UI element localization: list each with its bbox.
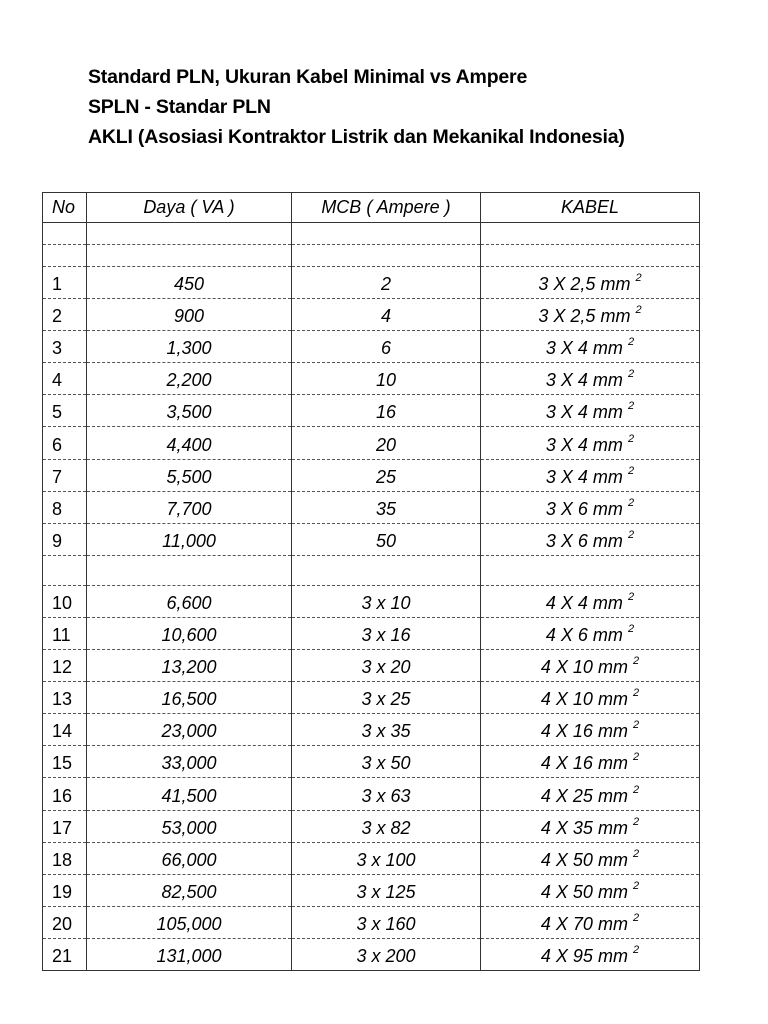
cell-daya-text: 11,000	[162, 530, 216, 551]
table-row	[43, 523, 700, 555]
unit-superscript: 2	[627, 400, 635, 413]
cell-no	[43, 810, 87, 842]
cell-daya	[87, 714, 292, 746]
empty-cell	[87, 555, 292, 585]
cell-no	[43, 459, 87, 491]
cell-no-text: 19	[52, 881, 73, 902]
header-no: No	[43, 193, 87, 223]
cell-daya	[87, 459, 292, 491]
empty-cell	[481, 245, 700, 267]
cell-no	[43, 491, 87, 523]
table-spacer-row	[43, 245, 700, 267]
cell-no-text: 1	[52, 274, 63, 295]
title-line-3: AKLI (Asosiasi Kontraktor Listrik dan Mekanikal Indonesia)	[88, 126, 625, 148]
table-row	[43, 874, 700, 906]
cell-no-text: 3	[52, 338, 63, 359]
table-row	[43, 842, 700, 874]
cell-mcb	[292, 682, 481, 714]
cell-no	[43, 714, 87, 746]
cell-kabel-text: 3 X 2,5 mm	[538, 274, 631, 295]
cell-no-text: 8	[52, 498, 63, 519]
cell-no-text: 6	[52, 434, 63, 455]
cell-daya-text: 10,600	[161, 625, 217, 646]
cell-mcb	[292, 842, 481, 874]
cell-mcb	[292, 267, 481, 299]
cell-daya	[87, 746, 292, 778]
unit-superscript: 2	[627, 528, 635, 541]
unit-superscript: 2	[635, 272, 642, 285]
cell-mcb	[292, 746, 481, 778]
cell-kabel-text: 4 X 10 mm	[540, 657, 628, 678]
table-row	[43, 299, 700, 331]
empty-cell	[87, 245, 292, 267]
empty-cell	[481, 555, 700, 585]
table-spacer-row	[43, 555, 700, 585]
cell-mcb	[292, 778, 481, 810]
cell-no-text: 16	[52, 785, 73, 806]
table-row	[43, 938, 700, 970]
cell-mcb	[292, 810, 481, 842]
empty-cell	[43, 245, 87, 267]
cell-no	[43, 842, 87, 874]
empty-cell	[292, 223, 481, 245]
cell-kabel-text: 4 X 95 mm	[540, 945, 628, 966]
cell-kabel	[481, 491, 700, 523]
empty-cell	[481, 223, 700, 245]
cell-mcb-text: 3 x 20	[361, 657, 411, 678]
cell-kabel-text: 3 X 6 mm	[545, 498, 623, 519]
cell-kabel-text: 4 X 6 mm	[545, 625, 623, 646]
cell-no	[43, 585, 87, 617]
cell-kabel	[481, 778, 700, 810]
cell-no-text: 5	[52, 402, 63, 423]
unit-superscript: 2	[632, 783, 640, 796]
cell-kabel-text: 3 X 6 mm	[545, 530, 623, 551]
cell-mcb	[292, 427, 481, 459]
cell-mcb	[292, 906, 481, 938]
cell-daya-text: 4,400	[166, 434, 212, 455]
cell-mcb	[292, 523, 481, 555]
table-row	[43, 267, 700, 299]
cell-daya-text: 23,000	[161, 721, 217, 742]
cell-daya	[87, 938, 292, 970]
unit-superscript: 2	[632, 655, 640, 668]
empty-cell	[43, 223, 87, 245]
table-row	[43, 491, 700, 523]
cell-mcb-text: 3 x 160	[356, 913, 416, 934]
cell-kabel	[481, 585, 700, 617]
cell-no	[43, 523, 87, 555]
table-row	[43, 585, 700, 617]
cell-no	[43, 617, 87, 649]
cell-kabel-text: 4 X 4 mm	[545, 592, 623, 613]
cable-size-table	[42, 192, 700, 971]
cell-daya-text: 5,500	[166, 466, 212, 487]
cell-no-text: 13	[52, 689, 73, 710]
cell-mcb	[292, 874, 481, 906]
table-row	[43, 331, 700, 363]
cell-kabel	[481, 427, 700, 459]
unit-superscript: 2	[627, 432, 635, 445]
empty-cell	[87, 223, 292, 245]
cell-daya-text: 2,200	[166, 370, 212, 391]
cell-mcb-text: 35	[375, 498, 397, 519]
unit-superscript: 2	[627, 496, 635, 509]
unit-superscript: 2	[632, 751, 640, 764]
empty-cell	[292, 245, 481, 267]
cell-mcb-text: 4	[380, 306, 391, 327]
cell-daya	[87, 778, 292, 810]
cell-kabel-text: 3 X 4 mm	[545, 338, 623, 359]
cell-no	[43, 363, 87, 395]
cell-no	[43, 395, 87, 427]
table-row	[43, 650, 700, 682]
empty-cell	[43, 555, 87, 585]
cell-daya-text: 7,700	[166, 498, 212, 519]
header-mcb: MCB ( Ampere )	[292, 193, 481, 223]
cell-daya	[87, 267, 292, 299]
cell-mcb	[292, 617, 481, 649]
cell-kabel	[481, 267, 700, 299]
unit-superscript: 2	[632, 719, 640, 732]
cell-mcb-text: 10	[375, 370, 397, 391]
cell-daya-text: 66,000	[161, 849, 217, 870]
cell-kabel	[481, 842, 700, 874]
cell-kabel-text: 4 X 35 mm	[540, 817, 628, 838]
cell-daya	[87, 491, 292, 523]
cell-no	[43, 938, 87, 970]
unit-superscript: 2	[627, 336, 635, 349]
document-titles	[88, 62, 625, 152]
unit-superscript: 2	[632, 943, 640, 956]
cell-daya	[87, 585, 292, 617]
cell-daya	[87, 617, 292, 649]
unit-superscript: 2	[632, 911, 640, 924]
cell-daya-text: 53,000	[161, 817, 217, 838]
cell-daya	[87, 650, 292, 682]
table-row	[43, 617, 700, 649]
cell-kabel	[481, 617, 700, 649]
cell-daya-text: 16,500	[161, 689, 217, 710]
cell-kabel	[481, 682, 700, 714]
cell-kabel-text: 4 X 50 mm	[540, 849, 628, 870]
cell-no-text: 20	[52, 913, 73, 934]
cell-daya-text: 3,500	[166, 402, 212, 423]
cell-daya-text: 6,600	[166, 592, 212, 613]
cell-kabel	[481, 395, 700, 427]
unit-superscript: 2	[632, 687, 640, 700]
table-row	[43, 682, 700, 714]
cell-daya	[87, 874, 292, 906]
title-line-2: SPLN - Standar PLN	[88, 96, 271, 118]
cell-daya-text: 105,000	[156, 913, 222, 934]
cell-no	[43, 874, 87, 906]
cell-daya-text: 82,500	[161, 881, 217, 902]
cell-no-text: 4	[52, 370, 63, 391]
cell-kabel-text: 4 X 10 mm	[540, 689, 628, 710]
cell-mcb-text: 3 x 25	[361, 689, 411, 710]
unit-superscript: 2	[627, 623, 635, 636]
cell-daya-text: 1,300	[166, 338, 212, 359]
cell-daya	[87, 395, 292, 427]
cell-daya	[87, 523, 292, 555]
cell-mcb	[292, 459, 481, 491]
cell-mcb	[292, 938, 481, 970]
unit-superscript: 2	[632, 847, 640, 860]
table-row	[43, 363, 700, 395]
cell-daya-text: 450	[173, 274, 205, 295]
unit-superscript: 2	[627, 368, 635, 381]
cell-daya	[87, 810, 292, 842]
cell-no	[43, 427, 87, 459]
cell-kabel	[481, 906, 700, 938]
cell-no-text: 12	[52, 657, 73, 678]
cell-mcb-text: 3 x 50	[361, 753, 411, 774]
header-kabel: KABEL	[481, 193, 700, 223]
cell-daya-text: 131,000	[156, 945, 222, 966]
table-row	[43, 906, 700, 938]
table-row	[43, 810, 700, 842]
table-row	[43, 459, 700, 491]
unit-superscript: 2	[627, 590, 635, 603]
cell-kabel-text: 3 X 2,5 mm	[538, 306, 631, 327]
cell-mcb	[292, 585, 481, 617]
cell-mcb-text: 16	[375, 402, 397, 423]
table-body	[43, 223, 700, 971]
cell-no-text: 2	[52, 306, 63, 327]
empty-cell	[292, 555, 481, 585]
cell-kabel-text: 3 X 4 mm	[545, 434, 623, 455]
cell-daya	[87, 427, 292, 459]
table-row	[43, 746, 700, 778]
cell-mcb-text: 3 x 82	[361, 817, 411, 838]
cell-kabel-text: 4 X 70 mm	[540, 913, 628, 934]
cell-no	[43, 331, 87, 363]
cell-kabel-text: 4 X 16 mm	[540, 721, 628, 742]
unit-superscript: 2	[632, 815, 640, 828]
cell-kabel-text: 3 X 4 mm	[545, 370, 623, 391]
header-daya: Daya ( VA )	[87, 193, 292, 223]
table-row	[43, 395, 700, 427]
cell-mcb	[292, 331, 481, 363]
cell-no	[43, 682, 87, 714]
cell-daya	[87, 363, 292, 395]
cell-mcb-text: 20	[375, 434, 397, 455]
cell-daya	[87, 906, 292, 938]
cell-kabel-text: 4 X 50 mm	[540, 881, 628, 902]
cell-mcb	[292, 363, 481, 395]
cell-mcb-text: 3 x 35	[361, 721, 411, 742]
table-header-row	[43, 193, 700, 223]
cell-kabel	[481, 331, 700, 363]
cell-no-text: 15	[52, 753, 73, 774]
cell-kabel-text: 4 X 25 mm	[540, 785, 628, 806]
cell-mcb	[292, 395, 481, 427]
cell-mcb-text: 2	[380, 274, 391, 295]
cell-daya	[87, 299, 292, 331]
cell-no-text: 11	[52, 625, 71, 646]
cell-mcb-text: 3 x 16	[361, 625, 411, 646]
table-row	[43, 778, 700, 810]
cell-daya-text: 900	[173, 306, 205, 327]
cell-no-text: 21	[52, 945, 73, 966]
cell-no-text: 17	[52, 817, 73, 838]
cell-kabel	[481, 810, 700, 842]
cell-kabel-text: 3 X 4 mm	[545, 466, 623, 487]
cell-kabel	[481, 714, 700, 746]
cell-no-text: 10	[52, 592, 73, 613]
unit-superscript: 2	[632, 879, 640, 892]
cell-mcb-text: 3 x 10	[361, 592, 411, 613]
table-spacer-row	[43, 223, 700, 245]
cell-mcb-text: 6	[380, 338, 391, 359]
cell-mcb	[292, 650, 481, 682]
cell-no	[43, 778, 87, 810]
table-row	[43, 427, 700, 459]
cell-mcb	[292, 299, 481, 331]
table-row	[43, 714, 700, 746]
cell-kabel	[481, 523, 700, 555]
unit-superscript: 2	[627, 464, 635, 477]
cell-kabel	[481, 746, 700, 778]
cell-daya-text: 41,500	[161, 785, 217, 806]
cell-kabel-text: 4 X 16 mm	[540, 753, 628, 774]
cell-kabel	[481, 938, 700, 970]
cell-no	[43, 906, 87, 938]
cell-no-text: 7	[52, 466, 63, 487]
cell-daya	[87, 842, 292, 874]
cell-kabel-text: 3 X 4 mm	[545, 402, 623, 423]
unit-superscript: 2	[635, 304, 642, 317]
cell-mcb	[292, 714, 481, 746]
cell-no-text: 18	[52, 849, 73, 870]
cell-no	[43, 267, 87, 299]
cell-kabel	[481, 459, 700, 491]
cell-kabel	[481, 299, 700, 331]
cell-no	[43, 299, 87, 331]
cell-daya-text: 33,000	[161, 753, 217, 774]
cell-kabel	[481, 874, 700, 906]
cell-mcb-text: 3 x 200	[356, 945, 416, 966]
cell-mcb-text: 3 x 100	[356, 849, 416, 870]
cell-mcb	[292, 491, 481, 523]
cell-no-text: 14	[52, 721, 73, 742]
cell-daya-text: 13,200	[161, 657, 217, 678]
title-line-1: Standard PLN, Ukuran Kabel Minimal vs Ampere	[88, 66, 528, 88]
cell-mcb-text: 3 x 63	[361, 785, 411, 806]
cell-mcb-text: 3 x 125	[356, 881, 416, 902]
cell-kabel	[481, 650, 700, 682]
cell-no	[43, 746, 87, 778]
cell-kabel	[481, 363, 700, 395]
cell-daya	[87, 682, 292, 714]
cell-mcb-text: 50	[375, 530, 397, 551]
cell-mcb-text: 25	[375, 466, 397, 487]
cell-no-text: 9	[52, 530, 63, 551]
cell-daya	[87, 331, 292, 363]
cell-no	[43, 650, 87, 682]
